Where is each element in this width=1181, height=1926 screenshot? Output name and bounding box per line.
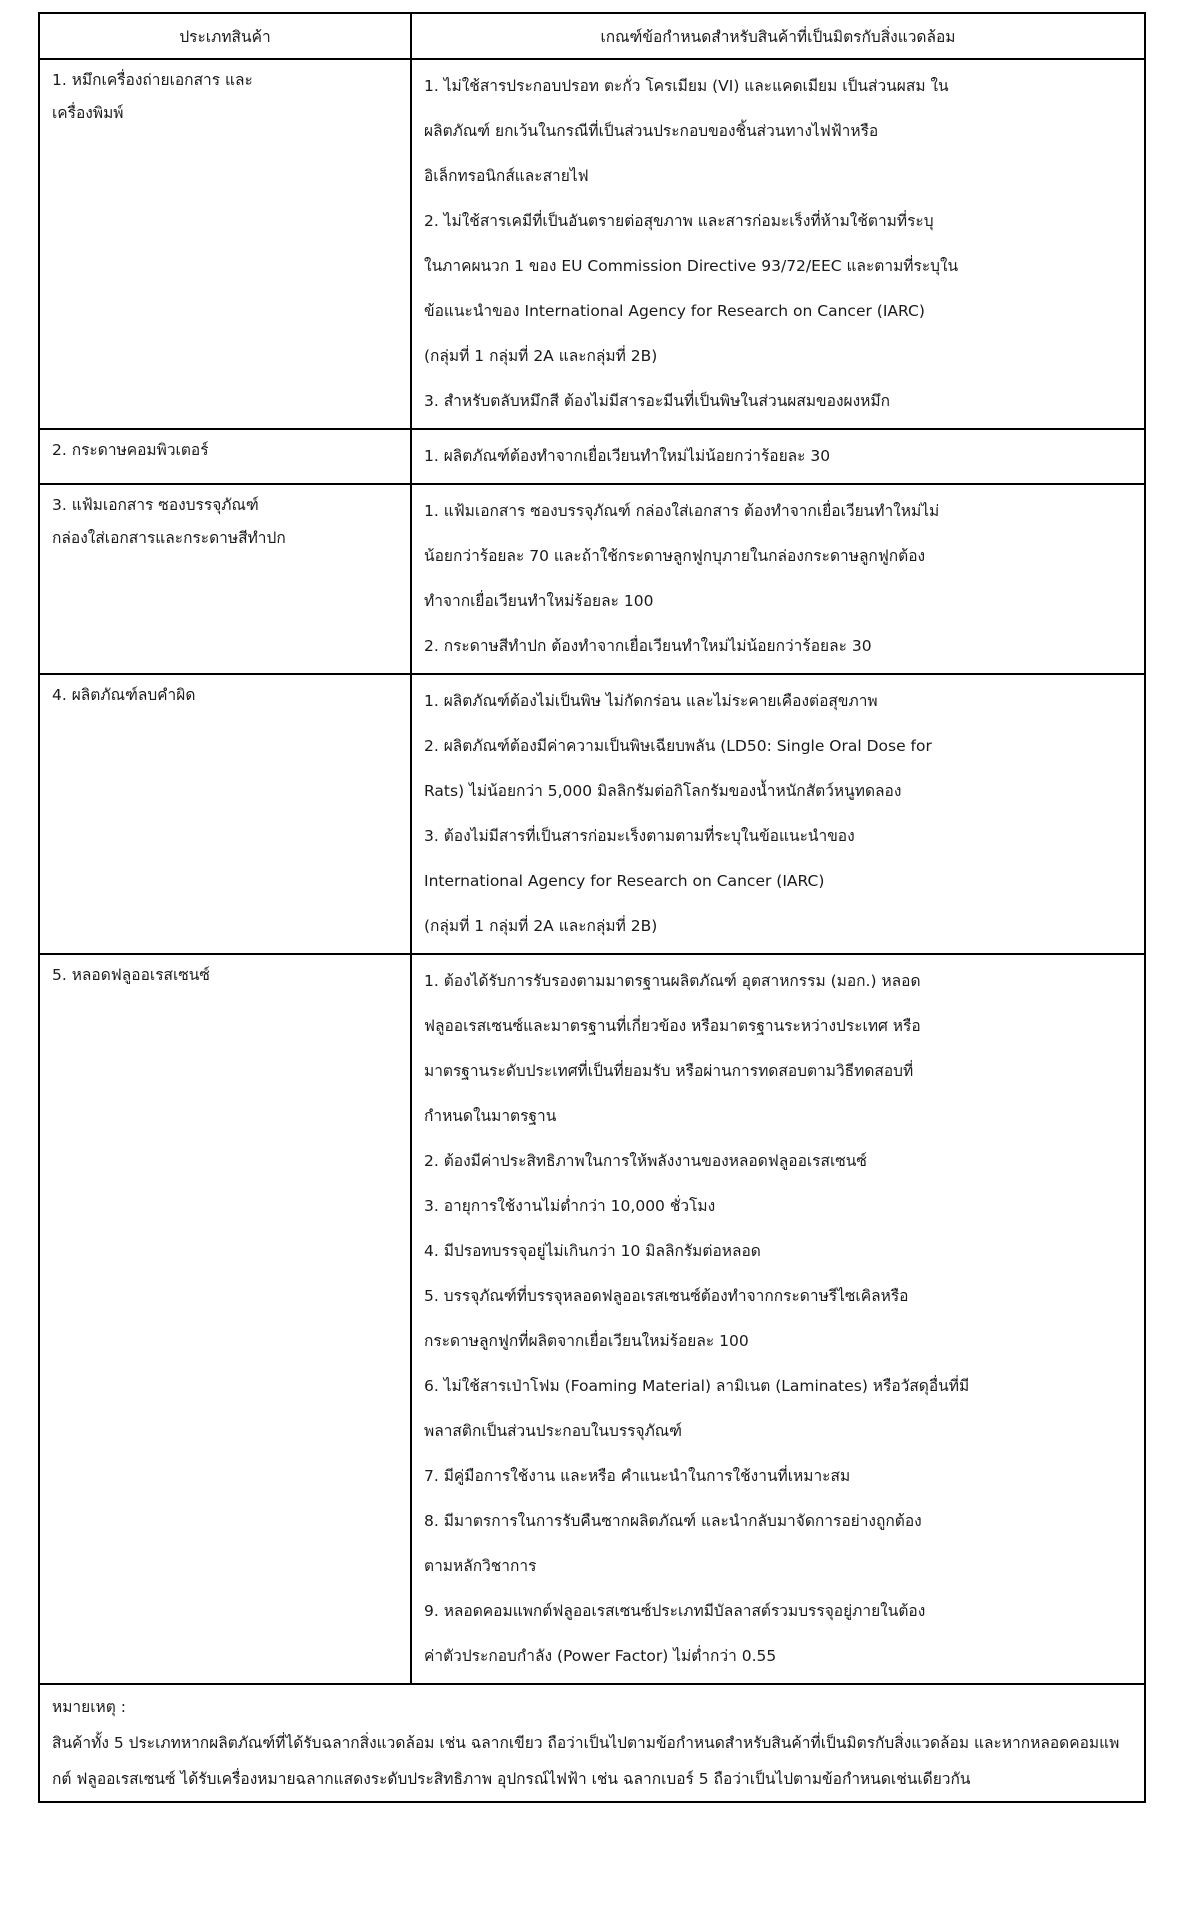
table-row bbox=[39, 429, 1145, 484]
criteria-cell: 1. ผลิตภัณฑ์ต้องทำจากเยื่อเวียนทำใหม่ไม่น้อยกว่าร้อยละ 30 bbox=[411, 429, 1145, 484]
note-row bbox=[39, 1684, 1145, 1802]
criteria-table bbox=[38, 12, 1146, 1803]
table-row bbox=[39, 674, 1145, 954]
header-category: ประเภทสินค้า bbox=[39, 13, 411, 59]
category-cell: 5. หลอดฟลูออเรสเซนซ์ bbox=[39, 954, 411, 1684]
table-row bbox=[39, 59, 1145, 429]
note-title: หมายเหตุ : bbox=[52, 1698, 126, 1716]
category-cell: 4. ผลิตภัณฑ์ลบคำผิด bbox=[39, 674, 411, 954]
note-text: สินค้าทั้ง 5 ประเภทหากผลิตภัณฑ์ที่ได้รับฉลากสิ่งแวดล้อม เช่น ฉลากเขียว ถือว่าเป็นไปตามข้อกำหนดสำหรับสินค้าที่เป็นมิตรกับสิ่งแวดล้อม และหากหลอดคอมแพกต์ ฟลูออเรสเซนซ์ ได้รับเครื่องหมายฉลากแสดงระดับประสิทธิภาพ อุปกรณ์ไฟฟ้า เช่น ฉลากเบอร์ 5 ถือว่าเป็นไปตามข้อกำหนดเช่นเดียวกัน bbox=[52, 1734, 1120, 1788]
criteria-cell: 1. ผลิตภัณฑ์ต้องไม่เป็นพิษ ไม่กัดกร่อน และไม่ระคายเคืองต่อสุขภาพ 2. ผลิตภัณฑ์ต้องมีค่าความเป็นพิษเฉียบพลัน (LD50: Single Oral Dose for Rats) ไม่น้อยกว่า 5,000 มิลลิกรัมต่อกิโลกรัมของน้ำหนักสัตว์หนูทดลอง 3. ต้องไม่มีสารที่เป็นสารก่อมะเร็งตามตามที่ระบุในข้อแนะนำของ International Agency for Research on Cancer (IARC) (กลุ่มที่ 1 กลุ่มที่ 2A และกลุ่มที่ 2B) bbox=[411, 674, 1145, 954]
table-row bbox=[39, 954, 1145, 1684]
table-header-row bbox=[39, 13, 1145, 59]
category-cell: 2. กระดาษคอมพิวเตอร์ bbox=[39, 429, 411, 484]
criteria-cell: 1. แฟ้มเอกสาร ซองบรรจุภัณฑ์ กล่องใส่เอกสาร ต้องทำจากเยื่อเวียนทำใหม่ไม่ น้อยกว่าร้อยละ 70 และถ้าใช้กระดาษลูกฟูกบุภายในกล่องกระดาษลูกฟูกต้อง ทำจากเยื่อเวียนทำใหม่ร้อยละ 100 2. กระดาษสีทำปก ต้องทำจากเยื่อเวียนทำใหม่ไม่น้อยกว่าร้อยละ 30 bbox=[411, 484, 1145, 674]
criteria-cell: 1. ไม่ใช้สารประกอบปรอท ตะกั่ว โครเมียม (VI) และแคดเมียม เป็นส่วนผสม ใน ผลิตภัณฑ์ ยกเว้นในกรณีที่เป็นส่วนประกอบของชิ้นส่วนทางไฟฟ้าหรือ อิเล็กทรอนิกส์และสายไฟ 2. ไม่ใช้สารเคมีที่เป็นอันตรายต่อสุขภาพ และสารก่อมะเร็งที่ห้ามใช้ตามที่ระบุ ในภาคผนวก 1 ของ EU Commission Directive 93/72/EEC และตามที่ระบุใน ข้อแนะนำของ International Agency for Research on Cancer (IARC) (กลุ่มที่ 1 กลุ่มที่ 2A และกลุ่มที่ 2B) 3. สำหรับตลับหมึกสี ต้องไม่มีสารอะมีนที่เป็นพิษในส่วนผสมของผงหมึก bbox=[411, 59, 1145, 429]
criteria-cell: 1. ต้องได้รับการรับรองตามมาตรฐานผลิตภัณฑ์ อุตสาหกรรม (มอก.) หลอด ฟลูออเรสเซนซ์และมาตรฐานที่เกี่ยวข้อง หรือมาตรฐานระหว่างประเทศ หรือ มาตรฐานระดับประเทศที่เป็นที่ยอมรับ หรือผ่านการทดสอบตามวิธีทดสอบที่ กำหนดในมาตรฐาน 2. ต้องมีค่าประสิทธิภาพในการให้พลังงานของหลอดฟลูออเรสเซนซ์ 3. อายุการใช้งานไม่ต่ำกว่า 10,000 ชั่วโมง 4. มีปรอทบรรจุอยู่ไม่เกินกว่า 10 มิลลิกรัมต่อหลอด 5. บรรจุภัณฑ์ที่บรรจุหลอดฟลูออเรสเซนซ์ต้องทำจากกระดาษรีไซเคิลหรือ กระดาษลูกฟูกที่ผลิตจากเยื่อเวียนใหม่ร้อยละ 100 6. ไม่ใช้สารเป่าโฟม (Foaming Material) ลามิเนต (Laminates) หรือวัสดุอื่นที่มี พลาสติกเป็นส่วนประกอบในบรรจุภัณฑ์ 7. มีคู่มือการใช้งาน และหรือ คำแนะนำในการใช้งานที่เหมาะสม 8. มีมาตรการในการรับคืนซากผลิตภัณฑ์ และนำกลับมาจัดการอย่างถูกต้อง ตามหลักวิชาการ 9. หลอดคอมแพกต์ฟลูออเรสเซนซ์ประเภทมีบัลลาสต์รวมบรรจุอยู่ภายในต้อง ค่าตัวประกอบกำลัง (Power Factor) ไม่ต่ำกว่า 0.55 bbox=[411, 954, 1145, 1684]
header-criteria: เกณฑ์ข้อกำหนดสำหรับสินค้าที่เป็นมิตรกับสิ่งแวดล้อม bbox=[411, 13, 1145, 59]
criteria-document bbox=[38, 12, 1144, 1803]
category-cell: 3. แฟ้มเอกสาร ซองบรรจุภัณฑ์ กล่องใส่เอกสารและกระดาษสีทำปก bbox=[39, 484, 411, 674]
table-row bbox=[39, 484, 1145, 674]
note-cell bbox=[39, 1684, 1145, 1802]
category-cell: 1. หมึกเครื่องถ่ายเอกสาร และ เครื่องพิมพ์ bbox=[39, 59, 411, 429]
